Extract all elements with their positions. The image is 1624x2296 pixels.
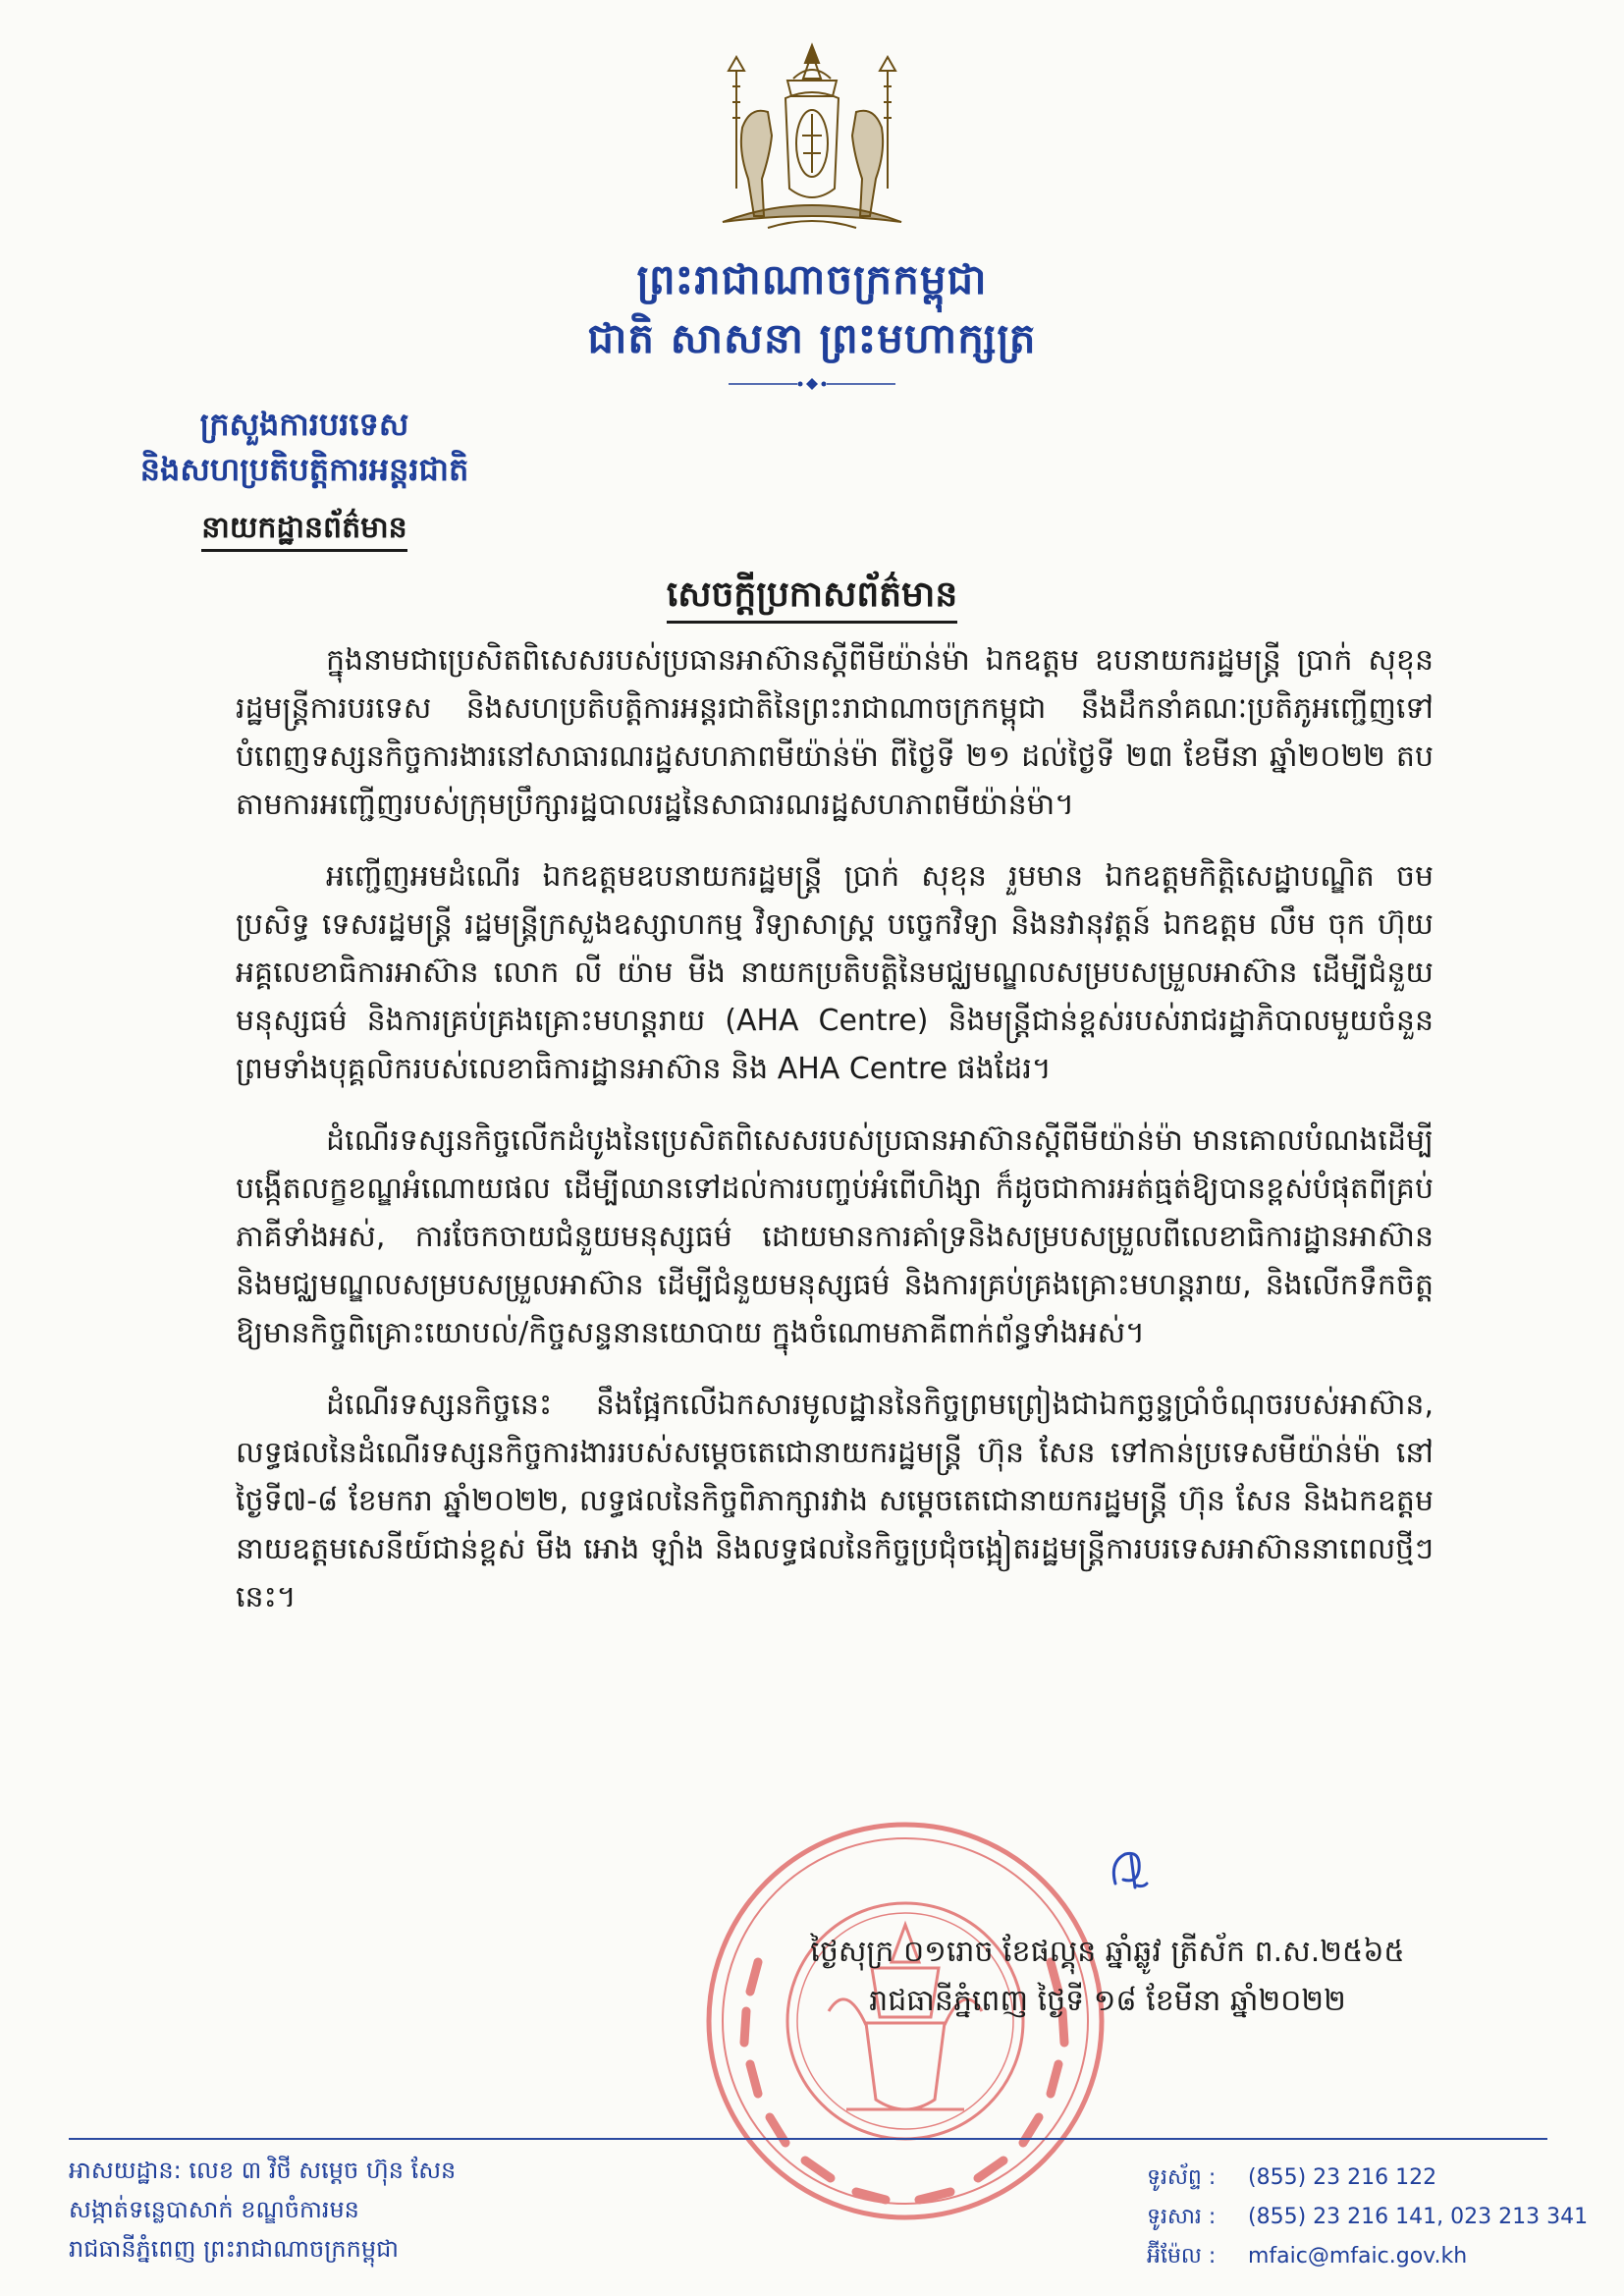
ministry-name-line1: ក្រសួងការបរទេស [199,406,409,443]
paragraph-4: ដំណើរទស្សនកិច្ចនេះ នឹងផ្អែកលើឯកសារមូលដ្ឋាននៃកិច្ចព្រមព្រៀងជាឯកច្ឆន្ទប្រាំចំណុចរបស់អាស៊ាន, លទ្ធផលនៃដំណើរទស្សនកិច្ចការងាររបស់សម្ដេចតេជោនាយករដ្ឋមន្ត្រី ហ៊ុន សែន ទៅកាន់ប្រទេសមីយ៉ាន់ម៉ា នៅថ្ងៃទី៧-៨ ខែមករា ឆ្នាំ២០២២, លទ្ធផលនៃកិច្ចពិភាក្សារវាង សម្ដេចតេជោនាយករដ្ឋមន្ត្រី ហ៊ុន សែន និងឯកឧត្ដម នាយឧត្ដមសេនីយ៍ជាន់ខ្ពស់ មីង អោង ឡាំង និងលទ្ធផលនៃកិច្ចប្រជុំចង្អៀតរដ្ឋមន្ត្រីការបរទេសអាស៊ាននាពេលថ្មីៗនេះ។ [236,1388,1434,1614]
email-address: mfaic@mfaic.gov.kh [1248,2244,1468,2269]
email-row [1147,2237,1569,2276]
footer-address [69,2151,756,2269]
fax-number: (855) 23 216 141, 023 213 341 [1248,2205,1589,2229]
address-line-2: សង្កាត់ទន្លេបាសាក់ ខណ្ឌចំការមន [69,2196,359,2223]
national-motto: ជាតិ សាសនា ព្រះមហាក្សត្រ [587,314,1037,362]
email-label: អ៊ីម៉ែល : [1147,2244,1217,2269]
paragraph-2: អញ្ជើញអមដំណើរ ឯកឧត្ដមឧបនាយករដ្ឋមន្ត្រី ប្រាក់ សុខុន រួមមាន ឯកឧត្ដមកិត្តិសេដ្ឋាបណ្ឌិត ចម ប្រសិទ្ធ ទេសរដ្ឋមន្ត្រី រដ្ឋមន្ត្រីក្រសួងឧស្សាហកម្ម វិទ្យាសាស្ត្រ បច្ចេកវិទ្យា និងនវានុវត្តន៍ ឯកឧត្ដម លឹម ចុក ហ៊ុយ អគ្គលេខាធិការអាស៊ាន លោក លី យ៉ាម មីង នាយកប្រតិបត្តិនៃមជ្ឈមណ្ឌលសម្របសម្រួលអាស៊ាន ដើម្បីជំនួយមនុស្សធម៌ និងការគ្រប់គ្រងគ្រោះមហន្តរាយ (AHA Centre) និងមន្ត្រីជាន់ខ្ពស់របស់រាជរដ្ឋាភិបាលមួយចំនួន ព្រមទាំងបុគ្គលិករបស់លេខាធិការដ្ឋានអាស៊ាន និង AHA Centre ផងដែរ។ [236,859,1434,1086]
footer-contacts [1147,2159,1589,2276]
ministry-name-line2: និងសហប្រតិបត្តិការអន្តរជាតិ [139,451,469,488]
department-name [108,509,501,552]
address-line-3: រាជធានីភ្នំពេញ ព្រះរាជាណាចក្រកម្ពុជា [69,2235,399,2263]
document-title [0,572,1624,624]
lunar-date: ថ្ងៃសុក្រ ០១រោច ខែផល្គុន ឆ្នាំឆ្លូវ ត្រីស័ក ព.ស.២៥៦៥ [810,1935,1405,1969]
fax-label: ទូរសារ : [1147,2205,1217,2229]
department-label: នាយកដ្ឋានព័ត៌មាន [201,511,406,552]
paragraph-3: ដំណើរទស្សនកិច្ចលើកដំបូងនៃប្រេសិតពិសេសរបស់ប្រធានអាស៊ានស្ដីពីមីយ៉ាន់ម៉ា មានគោលបំណងដើម្បីបង្កើតលក្ខខណ្ឌអំណោយផល ដើម្បីឈានទៅដល់ការបញ្ចប់អំពើហិង្សា ក៏ដូចជាការអត់ធ្មត់ឱ្យបានខ្ពស់បំផុតពីគ្រប់ភាគីទាំងអស់, ការចែកចាយជំនួយមនុស្សធម៌ ដោយមានការគាំទ្រនិងសម្របសម្រួលពីលេខាធិការដ្ឋានអាស៊ាន និងមជ្ឈមណ្ឌលសម្របសម្រួលអាស៊ាន ដើម្បីជំនួយមនុស្សធម៌ និងការគ្រប់គ្រងគ្រោះមហន្តរាយ, និងលើកទឹកចិត្តឱ្យមានកិច្ចពិគ្រោះយោបល់/កិច្ចសន្ទនានយោបាយ ក្នុងចំណោមភាគីពាក់ព័ន្ធទាំងអស់។ [236,1123,1434,1350]
fax-row [1147,2198,1589,2237]
footer-divider [69,2138,1547,2140]
title-text: សេចក្ដីប្រកាសព័ត៌មាន [667,574,957,624]
phone-number: (855) 23 216 122 [1248,2165,1437,2190]
body-text [236,636,1434,1645]
kingdom-name: ព្រះរាជាណាចក្រកម្ពុជា [636,255,988,303]
place-and-solar-date: រាជធានីភ្នំពេញ ថ្ងៃទី ១៨ ខែមីនា ឆ្នាំ២០២២ [869,1984,1346,2018]
paragraph-1: ក្នុងនាមជាប្រេសិតពិសេសរបស់ប្រធានអាស៊ានស្ដីពីមីយ៉ាន់ម៉ា ឯកឧត្ដម ឧបនាយករដ្ឋមន្ត្រី ប្រាក់ សុខុន រដ្ឋមន្ត្រីការបរទេស និងសហប្រតិបត្តិការអន្តរជាតិនៃព្រះរាជាណាចក្រកម្ពុជា នឹងដឹកនាំគណៈប្រតិភូអញ្ជើញទៅបំពេញទស្សនកិច្ចការងារនៅសាធារណរដ្ឋសហភាពមីយ៉ាន់ម៉ា ពីថ្ងៃទី ២១ ដល់ថ្ងៃទី ២៣ ខែមីនា ឆ្នាំ២០២២ តបតាមការអញ្ជើញរបស់ក្រុមប្រឹក្សារដ្ឋបាលរដ្ឋនៃសាធារណរដ្ឋសហភាពមីយ៉ាន់ម៉ា។ [236,643,1434,822]
signature-mark-icon [1102,1844,1161,1893]
phone-label: ទូរស័ព្ទ : [1147,2165,1217,2190]
royal-coat-of-arms-icon [709,41,915,238]
ornament-divider-icon [729,377,895,391]
phone-row [1147,2159,1569,2198]
address-line-1: អាសយដ្ឋាន: លេខ ៣ វិថី សម្ដេច ហ៊ុន សែន [69,2157,457,2184]
